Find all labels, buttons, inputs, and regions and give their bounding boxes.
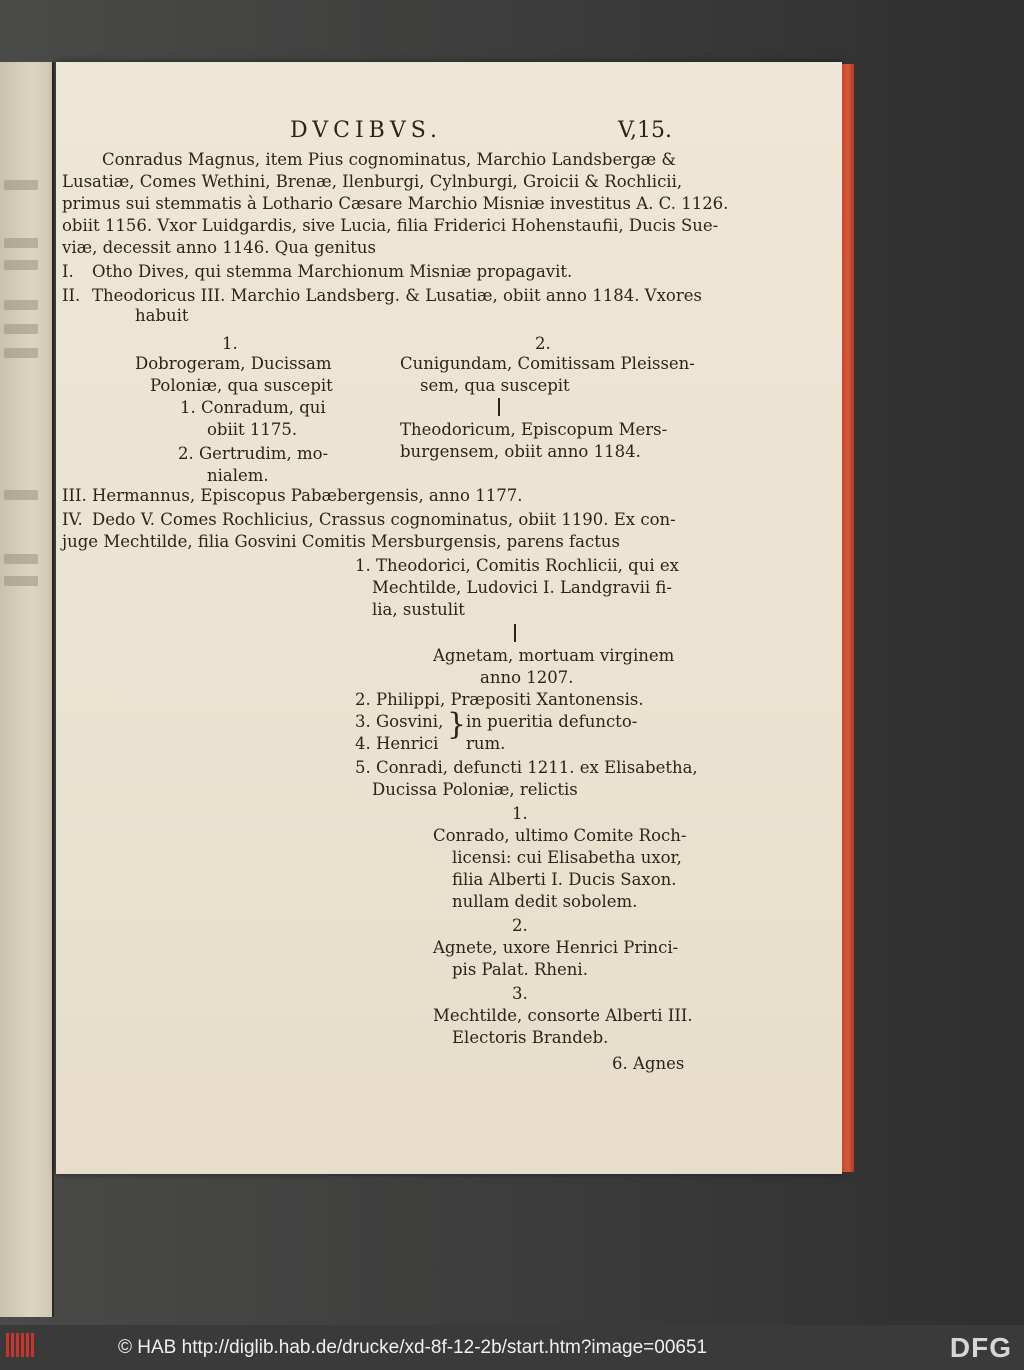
son-number: IV. bbox=[62, 510, 83, 529]
grandchild-line: Mechtilde, consorte Alberti III. bbox=[433, 1006, 693, 1025]
grandchild-line: nullam dedit sobolem. bbox=[452, 892, 638, 911]
grandchild-line: Electoris Brandeb. bbox=[452, 1028, 609, 1047]
intro-line: Conradus Magnus, item Pius cognominatus, Marchio Landsbergæ & bbox=[102, 150, 677, 169]
running-header: DVCIBVS. bbox=[290, 118, 442, 143]
catchword: 6. Agnes bbox=[612, 1054, 685, 1073]
brace-symbol: } bbox=[447, 707, 467, 742]
wife1-line: Poloniæ, qua suscepit bbox=[150, 376, 333, 395]
intro-line: viæ, decessit anno 1146. Qua genitus bbox=[62, 238, 376, 257]
wife1-line: 1. Conradum, qui bbox=[180, 398, 326, 417]
son-text: habuit bbox=[135, 306, 189, 325]
grandchild-line: licensi: cui Elisabetha uxor, bbox=[452, 848, 682, 867]
brace-text: in pueritia defuncto- bbox=[466, 712, 638, 731]
wife1-line: nialem. bbox=[207, 466, 269, 485]
intro-line: Lusatiæ, Comes Wethini, Brenæ, Ilenburgi, Cylnburgi, Groicii & Rochlicii, bbox=[62, 172, 683, 191]
copyright-link[interactable]: © HAB http://diglib.hab.de/drucke/xd-8f-12-2b/start.htm?image=00651 bbox=[118, 1337, 708, 1358]
son-text: Dedo V. Comes Rochlicius, Crassus cognominatus, obiit 1190. Ex con- bbox=[92, 510, 676, 529]
grandchild-number: 3. bbox=[512, 984, 528, 1003]
child-line: Ducissa Poloniæ, relictis bbox=[372, 780, 578, 799]
facing-page-edge bbox=[0, 62, 54, 1317]
wife1-line: 2. Gertrudim, mo- bbox=[178, 444, 329, 463]
facing-page-text-fragment bbox=[4, 576, 38, 586]
son-text: Otho Dives, qui stemma Marchionum Misniæ propagavit. bbox=[92, 262, 573, 281]
wife2-line: sem, qua suscepit bbox=[420, 376, 570, 395]
red-page-edge bbox=[842, 64, 854, 1172]
son-text: Theodoricus III. Marchio Landsberg. & Lusatiæ, obiit anno 1184. Vxores bbox=[92, 286, 702, 305]
grandchild-line: filia Alberti I. Ducis Saxon. bbox=[452, 870, 677, 889]
grandchild-line: anno 1207. bbox=[480, 668, 574, 687]
viewer-footer bbox=[0, 1325, 1024, 1370]
grandchild-line: Agnetam, mortuam virginem bbox=[433, 646, 675, 665]
facing-page-text-fragment bbox=[4, 180, 38, 190]
son-number: II. bbox=[62, 286, 81, 305]
dfg-logo: DFG bbox=[949, 1332, 1012, 1363]
child-line: 3. Gosvini, bbox=[355, 712, 444, 731]
descent-line bbox=[514, 624, 516, 642]
descent-line bbox=[498, 398, 500, 416]
son-text: juge Mechtilde, filia Gosvini Comitis Mersburgensis, parens factus bbox=[62, 532, 620, 551]
wife-number: 2. bbox=[535, 334, 551, 353]
wife2-line: Cunigundam, Comitissam Pleissen- bbox=[400, 354, 695, 373]
wife-number: 1. bbox=[222, 334, 238, 353]
grandchild-line: pis Palat. Rheni. bbox=[452, 960, 588, 979]
child-line: Mechtilde, Ludovici I. Landgravii fi- bbox=[372, 578, 672, 597]
child-line: 4. Henrici bbox=[355, 734, 439, 753]
intro-line: obiit 1156. Vxor Luidgardis, sive Lucia, filia Friderici Hohenstaufii, Ducis Sue- bbox=[62, 216, 719, 235]
facing-page-text-fragment bbox=[4, 348, 38, 358]
page-number: V,15. bbox=[618, 118, 673, 143]
facing-page-text-fragment bbox=[4, 490, 38, 500]
child-line: 2. Philippi, Præpositi Xantonensis. bbox=[355, 690, 644, 709]
child-line: 1. Theodorici, Comitis Rochlicii, qui ex bbox=[355, 556, 679, 575]
wife1-line: Dobrogeram, Ducissam bbox=[135, 354, 332, 373]
grandchild-line: Agnete, uxore Henrici Princi- bbox=[433, 938, 679, 957]
grandchild-line: Conrado, ultimo Comite Roch- bbox=[433, 826, 687, 845]
intro-line: primus sui stemmatis à Lothario Cæsare Marchio Misniæ investitus A. C. 1126. bbox=[62, 194, 729, 213]
facing-page-text-fragment bbox=[4, 300, 38, 310]
brace-text: rum. bbox=[466, 734, 506, 753]
grandchild-number: 2. bbox=[512, 916, 528, 935]
facing-page-text-fragment bbox=[4, 554, 38, 564]
facing-page-text-fragment bbox=[4, 238, 38, 248]
grandchild-number: 1. bbox=[512, 804, 528, 823]
facing-page-text-fragment bbox=[4, 260, 38, 270]
facing-page-text-fragment bbox=[4, 324, 38, 334]
wife2-child-line: burgensem, obiit anno 1184. bbox=[400, 442, 641, 461]
son-number: III. bbox=[62, 486, 87, 505]
wife2-child-line: Theodoricum, Episcopum Mers- bbox=[400, 420, 668, 439]
son-number: I. bbox=[62, 262, 74, 281]
son-text: Hermannus, Episcopus Pabæbergensis, anno 1177. bbox=[92, 486, 523, 505]
child-line: 5. Conradi, defuncti 1211. ex Elisabetha, bbox=[355, 758, 698, 777]
wife1-line: obiit 1175. bbox=[207, 420, 298, 439]
library-logo-icon bbox=[6, 1333, 46, 1361]
child-line: lia, sustulit bbox=[372, 600, 465, 619]
